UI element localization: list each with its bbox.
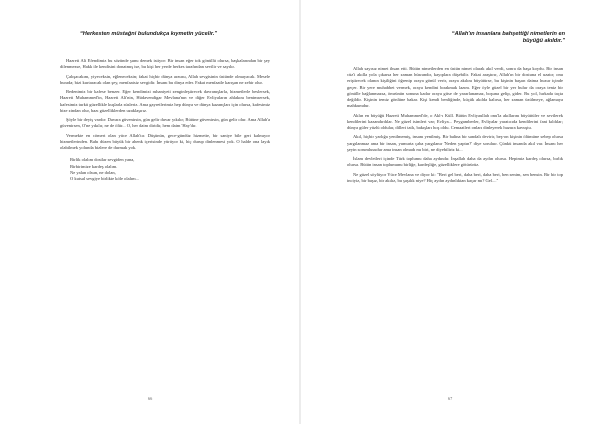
paragraph: Akıl, hiçbir yarlığa yenilmemiş, insanı yenilmiş. Bir balina bir sandalı devirir, beş-on kişinin ölümüne sebep olursa yargılanmaz ama bir insan, yumurta çaba yargılanır 'Neden yaptın?' diye soruluır. Çünkü insanda akıl var. İnsanı her şeyin sorumlusudur ama insan olmadı mı biri, ne diyebiliriz ki...	[347, 134, 563, 152]
page-number: 67	[448, 396, 453, 401]
right-page-body	[347, 66, 563, 187]
poem-line: Birbirimize kardeş olalım.	[70, 163, 118, 169]
right-page-heading: “Allah'ın insanlara bahşettiği nimetlerin en büyüğü akıldır.”	[451, 31, 565, 44]
paragraph: Ne güzel söylüyor Yüce Mevlana ve diyor ki: "Beri gel beri, daha beri, daha beri, ben senim, sen bensin. Bir bir top inciyiz, bir başız, bir akılız, bu şaşılık niye? Hiç aydın aydınlıktan kaçar mı? Gel...."	[347, 171, 563, 183]
left-page-body	[60, 58, 270, 182]
poem-line: Birlik olalım dostlar sevgiden yana,	[70, 157, 135, 163]
paragraph: Şöyle bir deyiş vardır: Davara güvenirsin, gün gelir duvar yıkılır; Bütüne güvenirsin, gün gelir olur. Ama Allah'a güvenirsen, O'ne yıkılır, ne de ölür... O, her daim diridir, hem daim 'Hay'dır.	[60, 117, 270, 129]
poem-line: O kutsal sevgiye birlikte köle olalım...	[70, 176, 139, 181]
paragraph: Hazreti Ali Efendimiz bu sözünde şunu demek istiyor: Bir insan eğer tok gönüllü olursa, başkalarından bir şey dilenmezse, Hakk ile kendisini donatmış ise, bu kişi her yerde herkes tarafından sevilir ve sayılır.	[60, 58, 270, 70]
paragraph: Vermekte en cömert olan yüce Allah'tır. Düşünün, gece-gündüz hizmette, bir saniye bile geri kalmıyor hizmetlerinden. Bahı düzen büyük bir ahenk içerisinde yürüyor ki, hiç durup dinlenmesi yok. O halde ona layık olabilmek yolunda bizlere de durmak yok.	[60, 132, 270, 151]
poem	[70, 157, 270, 182]
poem-line: Ne yalan olsun, ne dolan,	[70, 169, 116, 175]
paragraph: Allah sayısız nimet ihsan etti. Bütün nimetlerden en üstün nimet olarak akıl verdi, sonra da başa koydu. Bir insan cüz'i akılla yola çıkarsa her zaman hüsrandır, kayıplara düşebilir. Fakat araştırır, Allah'ın bir dostuna el uzatır; onu eriştirecek olanın kişiliğini öğrenip oraya gönül verir, oraya akılını büyütürse, bu kişinin başarı daima huzur içinde geçer. Bir yere muhabbet vermek, oraya kendini bırakmak lazım. Eğer öyle güzel bir yer bulur da oraya teniz bir gönülle bağlanmazsa, ömrünün sonuna kadar oraya gitse de yararlanamaz, boşuna gelip, gider. Bu yol, hırkada taçta değildir. Kişinin temiz gönlüne bakar. Kişi kendi benliğinde, küçük akılda kalırsa, her zaman üzülmeye, ağlamaya mahkumdur.	[347, 66, 563, 109]
paragraph: Çalışacakım, yiyeceksin, eğleneceksin; fakat hiçbir dünya arzusu, Allah sevgisinin üstünde olmayacak. Mesele burada; bizi kurtaracak olan şey, menfaatsiz sevgidir. İnsanı bu dinya eder. Fakat menfaatle karışan ne zehir olur.	[60, 73, 270, 85]
paragraph: İslam devletleri içinde Türk toplumu daha aydındır. İnşallah daha da aydın olursa. Hepimiz kardeş olursa, bırlık olursa. Bütün insan toplumunu birliğe, kardeşliğe, güzelliklere götürürüz.	[347, 156, 563, 168]
left-page-heading: “Herkesten müstağni bulundukça kıymetin yücelir.”	[80, 31, 218, 37]
right-page	[300, 0, 600, 424]
page-number: 66	[148, 396, 153, 401]
paragraph: Aklın en büyüğü Hazreti Muhammed'de, o Akl-ı Küll. Bütün Evliyaullah onu'la akıllarını büyüttüler ve sevilerek kendilerini kazandırdılar. Ne güzel isimleri var; Evliya... Peygamberler, Evliyalar yaratıcıda kendilerini fani kıldılar; dünya güler yüzlü oldular, dilleri tatlı, bakışları hoş oldu. Cemaatleri onları dinleyerek huzura kavuştu.	[347, 112, 563, 131]
paragraph: Bedenimiz bir kafese benzer. Eğer kendimizi ruhaniyeti zenginleştirecek davranışlarla, hizmetlerle beslersek, Hazreti Muhammed'in, Hazreti Ali'nin, Hüdavendigar Mevlana'nın ve diğer Evliyaların ahlakını benimsersek, kafesimiz turkü güzellikle kuşlarla süsleriz. Ama gayretlerimiz hep dünya ve dünya kazançları için olursa, kafesimiz bize zindan olur, bazı güzelliklerden uzaklaşırız.	[60, 89, 270, 113]
